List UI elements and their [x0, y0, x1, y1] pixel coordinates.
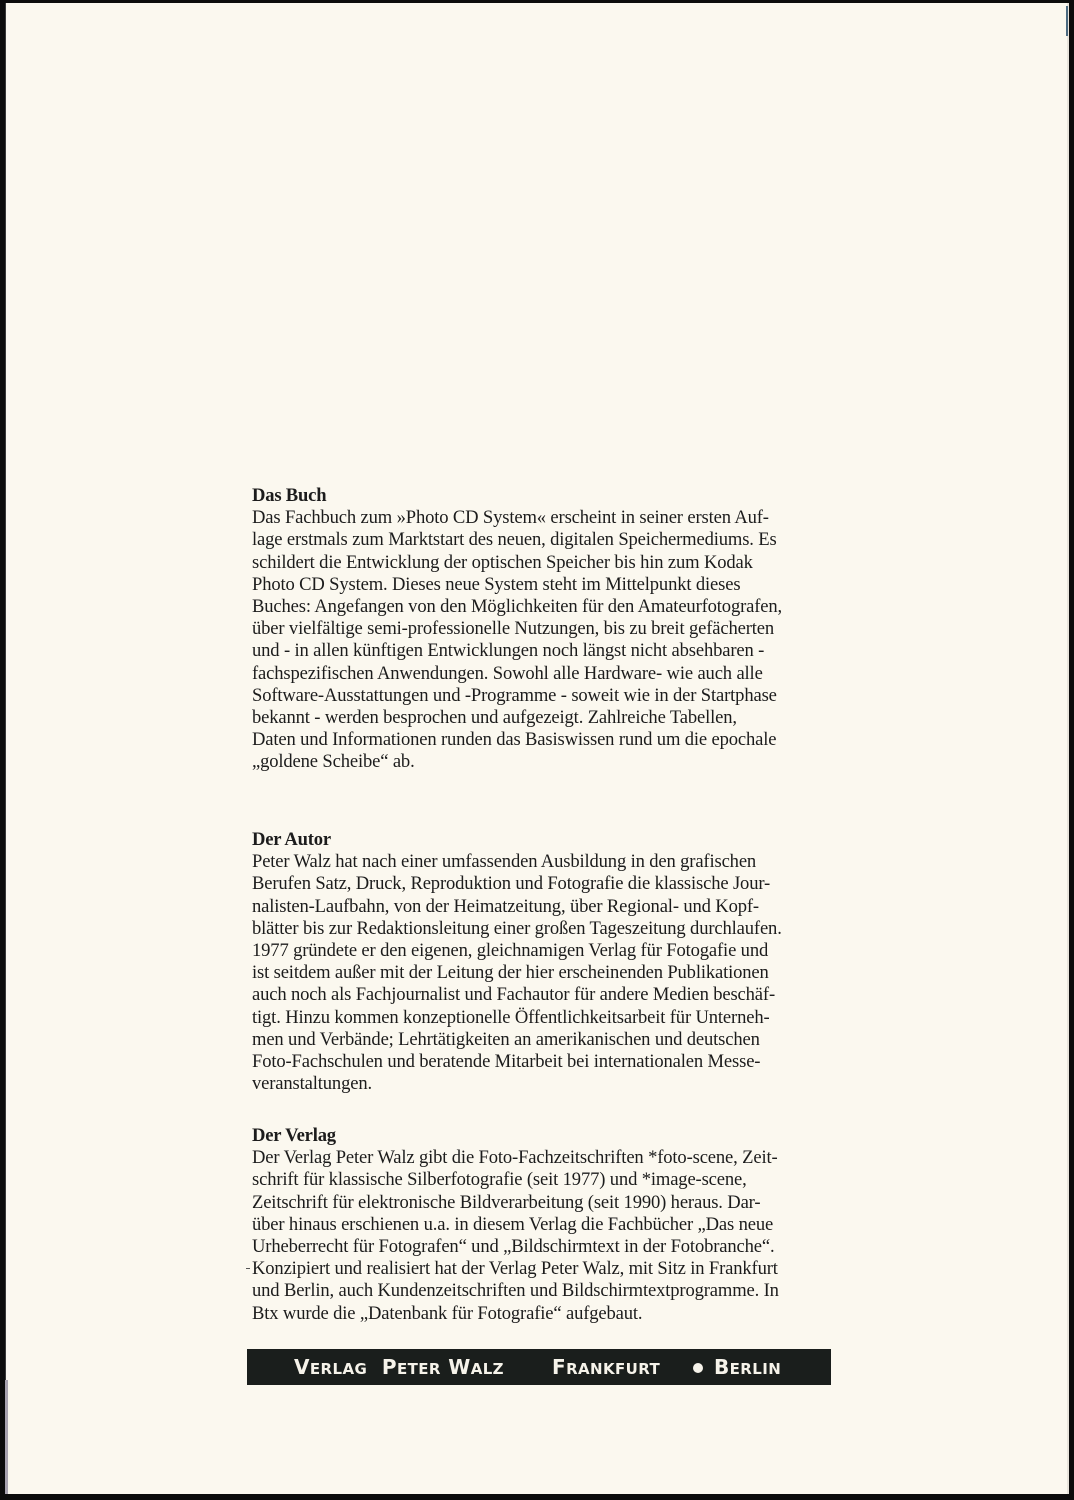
- section-body: [252, 851, 837, 1095]
- text-line: über hinaus erschienen u.a. in diesem Verlag die Fachbücher „Das neue: [252, 1213, 774, 1235]
- text-line: und Berlin, auch Kundenzeitschriften und Bildschirmtextprogramme. In: [252, 1280, 779, 1302]
- text-line: über vielfältige semi-professionelle Nutzungen, bis zu breit gefächerten: [252, 618, 775, 640]
- section-der-autor: [252, 829, 837, 1095]
- section-der-verlag: [252, 1125, 837, 1325]
- text-line: Urheberrecht für Fotografen“ und „Bildschirmtext in der Fotobranche“.: [252, 1236, 775, 1258]
- text-line: ist seitdem außer mit der Leitung der hier erscheinenden Publikationen: [252, 962, 769, 984]
- section-body: [252, 1147, 837, 1325]
- text-line: schildert die Entwicklung der optischen Speicher bis hin zum Kodak: [252, 551, 753, 573]
- text-line: schrift für klassische Silberfotografie (seit 1977) und *image-scene,: [252, 1169, 747, 1191]
- text-line: und - in allen künftigen Entwicklungen noch längst nicht absehbaren -: [252, 640, 765, 662]
- word: PETER: [381, 1355, 441, 1379]
- text-line: Photo CD System. Dieses neue System steht im Mittelpunkt dieses: [252, 573, 741, 595]
- city-frankfurt: FRANKFURT: [552, 1355, 661, 1379]
- scan-edge-left: [5, 1380, 8, 1494]
- text-line: Peter Walz hat nach einer umfassenden Ausbildung in den grafischen: [252, 851, 757, 873]
- book-back-cover: [5, 3, 1069, 1494]
- text-line: Der Verlag Peter Walz gibt die Foto-Fachzeitschriften *foto-scene, Zeit-: [252, 1147, 778, 1169]
- text-line: tigt. Hinzu kommen konzeptionelle Öffentlichkeitsarbeit für Unterneh-: [252, 1006, 770, 1028]
- text-line: veranstaltungen.: [252, 1073, 372, 1095]
- text-line: blätter bis zur Redaktionsleitung einer großen Tageszeitung durchlaufen.: [252, 917, 782, 939]
- publisher-banner: [247, 1349, 831, 1385]
- text-line: Software-Ausstattungen und -Programme - soweit wie in der Startphase: [252, 684, 777, 706]
- section-heading: Der Verlag: [252, 1125, 336, 1146]
- text-line: nalisten-Laufbahn, von der Heimatzeitung, über Regional- und Kopf-: [252, 895, 759, 917]
- text-line: Foto-Fachschulen und beratende Mitarbeit bei internationalen Messe-: [252, 1051, 761, 1073]
- city-berlin: BERLIN: [714, 1355, 782, 1379]
- text-line: „goldene Scheibe“ ab.: [252, 751, 415, 773]
- text-line: Konzipiert und realisiert hat der Verlag Peter Walz, mit Sitz in Frankfurt: [252, 1258, 837, 1280]
- text-line: lage erstmals zum Marktstart des neuen, digitalen Speichermediums. Es: [252, 529, 777, 551]
- text-line: Berufen Satz, Druck, Reproduktion und Fotografie die klassische Jour-: [252, 873, 771, 895]
- section-body: [252, 507, 837, 773]
- text-line: bekannt - werden besprochen und aufgezeigt. Zahlreiche Tabellen,: [252, 707, 737, 729]
- bullet-separator: [693, 1363, 703, 1373]
- publisher-name: [294, 1355, 504, 1379]
- text-line: Daten und Informationen runden das Basiswissen rund um die epochale: [252, 729, 777, 751]
- word: VERLAG: [294, 1355, 368, 1379]
- margin-mark: [246, 1268, 250, 1269]
- text-line: fachspezifischen Anwendungen. Sowohl alle Hardware- wie auch alle: [252, 662, 763, 684]
- section-das-buch: [252, 485, 837, 774]
- section-heading: Der Autor: [252, 829, 331, 850]
- text-line: Zeitschrift für elektronische Bildverarbeitung (seit 1990) heraus. Dar-: [252, 1191, 761, 1213]
- text-line: Btx wurde die „Datenbank für Fotografie“ aufgebaut.: [252, 1302, 643, 1324]
- text-line: auch noch als Fachjournalist und Fachautor für andere Medien beschäf-: [252, 984, 775, 1006]
- text-line: Das Fachbuch zum »Photo CD System« erscheint in seiner ersten Auf-: [252, 507, 769, 529]
- text-line: 1977 gründete er den eigenen, gleichnamigen Verlag für Fotogafie und: [252, 940, 769, 962]
- word: WALZ: [448, 1355, 504, 1379]
- section-heading: Das Buch: [252, 485, 327, 506]
- text-line: Buches: Angefangen von den Möglichkeiten für den Amateurfotografen,: [252, 596, 783, 618]
- text-line: men und Verbände; Lehrtätigkeiten an amerikanischen und deutschen: [252, 1028, 760, 1050]
- scan-edge-right: [1066, 6, 1068, 36]
